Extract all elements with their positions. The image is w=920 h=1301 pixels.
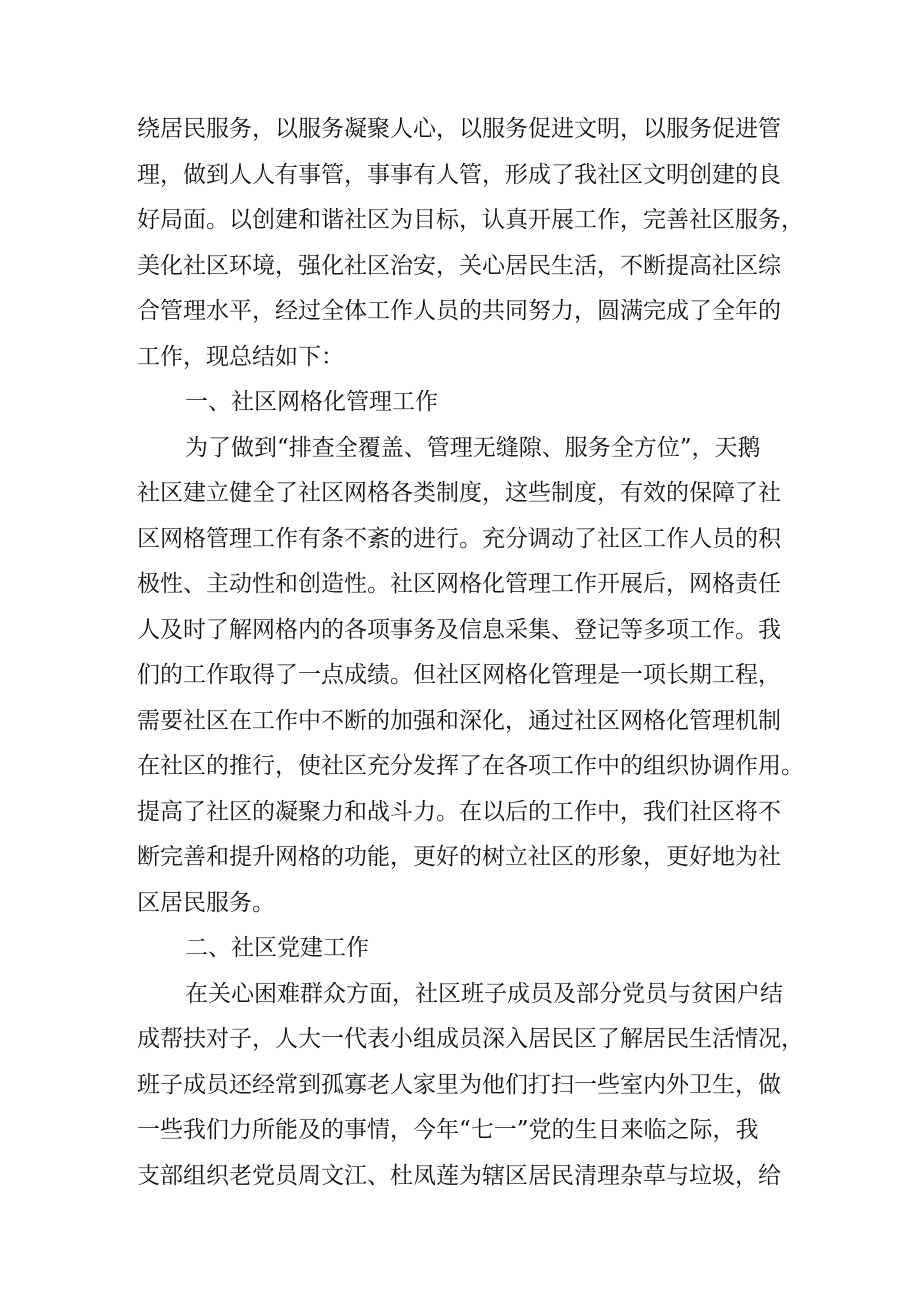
text-line: 社区建立健全了社区网格各类制度，这些制度，有效的保障了社 [137, 480, 781, 506]
text-line: 好局面。以创建和谐社区为目标，认真开展工作，完善社区服务， [137, 207, 804, 233]
text-line: 合管理水平，经过全体工作人员的共同努力，圆满完成了全年的 [137, 298, 781, 324]
text-line: 提高了社区的凝聚力和战斗力。在以后的工作中，我们社区将不 [137, 798, 781, 825]
section-heading: 二、社区党建工作 [185, 935, 369, 961]
text-line: 们的工作取得了一点成绩。但社区网格化管理是一项长期工程， [137, 662, 781, 688]
text-line: 支部组织老党员周文江、杜凤莲为辖区居民清理杂草与垃圾，给 [137, 1162, 781, 1189]
text-line: 在社区的推行，使社区充分发挥了在各项工作中的组织协调作用。 [137, 753, 804, 779]
text-line: 断完善和提升网格的功能，更好的树立社区的形象，更好地为社 [137, 844, 781, 870]
text-line: 美化社区环境，强化社区治安，关心居民生活，不断提高社区综 [137, 252, 781, 279]
text-line: 人及时了解网格内的各项事务及信息采集、登记等多项工作。我 [137, 616, 781, 643]
text-line: 理，做到人人有事管，事事有人管，形成了我社区文明创建的良 [137, 161, 781, 188]
paragraph-first-line: 为了做到“排查全覆盖、管理无缝隙、服务全方位”，天鹅 [185, 434, 761, 461]
text-line: 工作，现总结如下： [137, 343, 344, 370]
text-line: 需要社区在工作中不断的加强和深化，通过社区网格化管理机制 [137, 707, 781, 734]
paragraph-first-line: 在关心困难群众方面，社区班子成员及部分党员与贫困户结 [185, 980, 783, 1007]
text-line: 绕居民服务，以服务凝聚人心，以服务促进文明，以服务促进管 [137, 116, 781, 142]
text-line: 区居民服务。 [137, 889, 275, 916]
text-line: 一些我们力所能及的事情，今年“七一”党的生日来临之际，我 [137, 1117, 759, 1143]
section-heading: 一、社区网格化管理工作 [185, 389, 438, 415]
text-line: 成帮扶对子，人大一代表小组成员深入居民区了解居民生活情况， [137, 1026, 804, 1052]
document-body [137, 107, 804, 1199]
text-line: 班子成员还经常到孤寡老人家里为他们打扫一些室内外卫生，做 [137, 1071, 781, 1098]
text-line: 极性、主动性和创造性。社区网格化管理工作开展后，网格责任 [137, 571, 781, 597]
text-line: 区网格管理工作有条不紊的进行。充分调动了社区工作人员的积 [137, 525, 781, 552]
